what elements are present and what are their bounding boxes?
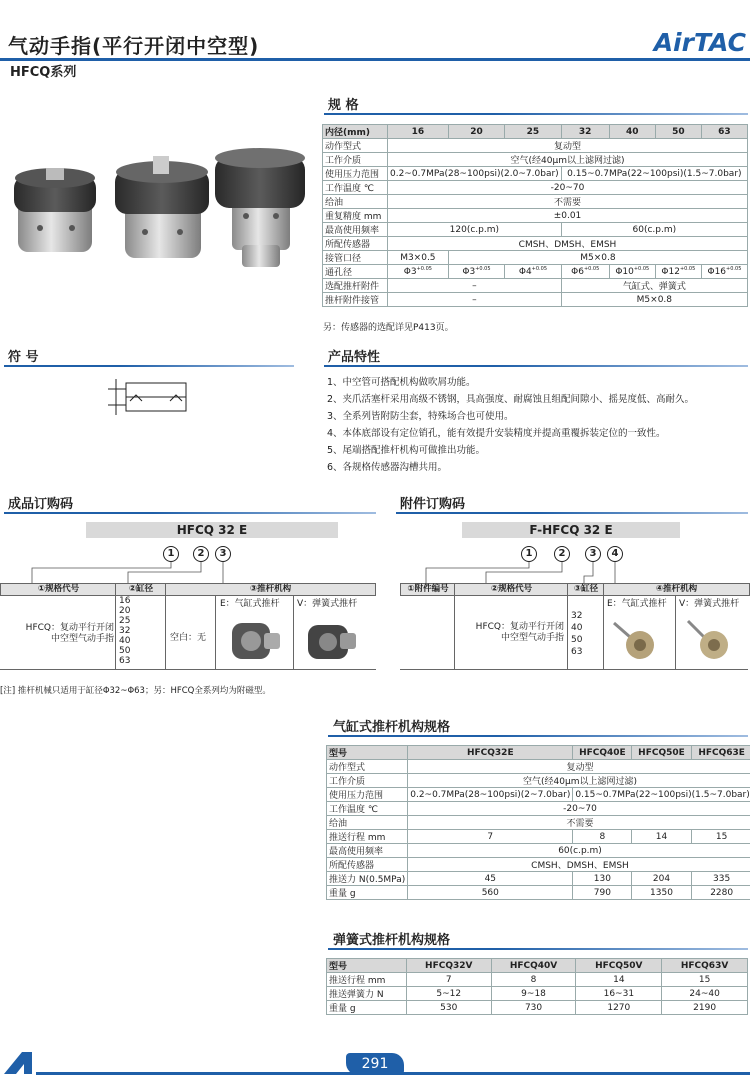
cylinder-pusher-icon xyxy=(216,609,286,665)
features-heading-line xyxy=(324,365,748,367)
table-row xyxy=(323,181,748,195)
table-row xyxy=(323,293,748,307)
acc-order-heading: 附件订购码 xyxy=(400,497,466,512)
spec-header-cell: 内径(mm) xyxy=(323,125,388,139)
table-row xyxy=(323,139,748,153)
spec-header-row xyxy=(323,125,748,139)
spec-table xyxy=(322,124,748,307)
table-row xyxy=(323,251,748,265)
order-circle-1: 1 xyxy=(163,546,179,562)
order-circle-3: 3 xyxy=(215,546,231,562)
row-label: 接管口径 xyxy=(323,251,388,265)
table-row xyxy=(323,237,748,251)
order-bore-list: 16 20 25 32 40 50 63 xyxy=(115,596,169,669)
header-cell: HFCQ40V xyxy=(491,959,576,973)
table-row xyxy=(323,167,748,181)
row-label: 动作型式 xyxy=(323,139,388,153)
cell: 复动型 xyxy=(387,139,747,153)
table-row: 重量 g 560 790 1350 2280 xyxy=(327,886,750,900)
cell: $\Phi 10^{+0.05}$ xyxy=(609,265,655,279)
order-col-header: ②缸径 xyxy=(115,583,167,596)
cyl-spec-heading-line xyxy=(328,735,748,737)
header-cell: HFCQ50V xyxy=(576,959,662,973)
cell: – xyxy=(387,293,561,307)
cell: – xyxy=(387,279,561,293)
cell: $\Phi 16^{+0.05}$ xyxy=(701,265,747,279)
cell: 气缸式、弹簧式 xyxy=(561,279,747,293)
acc-circle-3: 3 xyxy=(585,546,601,562)
table-row: 重量 g 530 730 1270 2190 xyxy=(327,1001,748,1015)
spec-heading: 规 格 xyxy=(328,98,359,113)
row-label: 工作温度 ℃ xyxy=(323,181,388,195)
row-label: 重复精度 mm xyxy=(323,209,388,223)
cell: 0.2~0.7MPa(28~100psi)(2.0~7.0bar) xyxy=(387,167,561,181)
table-row: 使用压力范围 0.2~0.7MPa(28~100psi)(2~7.0bar) 0.15~0.7MPa(22~100psi)(1.5~7.0bar) xyxy=(327,788,750,802)
acc-col-header: ④推杆机构 xyxy=(603,583,750,596)
series-name: HFCQ系列 xyxy=(10,65,77,80)
cell: $\Phi 12^{+0.05}$ xyxy=(655,265,701,279)
spec-header-cell: 32 xyxy=(561,125,609,139)
row-label: 选配推杆附件 xyxy=(323,279,388,293)
header-cell: HFCQ40E xyxy=(573,746,632,760)
cell: 空气(经40μm以上滤网过滤) xyxy=(387,153,747,167)
table-row xyxy=(323,223,748,237)
product-photo xyxy=(10,140,310,280)
table-row: 推送力 N(0.5MPa) 45 130 204 335 xyxy=(327,872,750,886)
page-title: 气动手指(平行开闭中空型) xyxy=(8,34,260,58)
table-row xyxy=(323,279,748,293)
cell: -20~70 xyxy=(387,181,747,195)
acc-opt-v: V：弹簧式推杆 xyxy=(675,596,749,669)
features-heading: 产品特性 xyxy=(328,350,381,365)
spring-pusher-icon xyxy=(294,609,364,665)
cyl-header-row xyxy=(327,746,750,760)
symbol-heading: 符 号 xyxy=(8,350,39,365)
acc-order-heading-line xyxy=(396,512,748,514)
acc-opt-e: E：气缸式推杆 xyxy=(603,596,676,669)
cell: ±0.01 xyxy=(387,209,747,223)
spec-header-cell: 20 xyxy=(448,125,504,139)
brand-mark-icon xyxy=(2,1050,36,1076)
cell: M5×0.8 xyxy=(561,293,747,307)
acc-bore-list: 32 40 50 63 xyxy=(567,596,607,669)
header-cell: 型号 xyxy=(327,746,408,760)
feature-item: 1、中空管可搭配机构做吹屑功能。 xyxy=(327,377,476,388)
spec-header-cell: 25 xyxy=(505,125,561,139)
cell: $\Phi 4^{+0.05}$ xyxy=(505,265,561,279)
cell: CMSH、DMSH、EMSH xyxy=(387,237,747,251)
brand-logo: AirTAC xyxy=(653,28,746,57)
features-list xyxy=(327,374,747,476)
acc-spec-desc: HFCQ：复动平行开闭 中空型气动手指 xyxy=(454,596,568,669)
row-label: 推杆附件接管 xyxy=(323,293,388,307)
order-table xyxy=(0,583,376,669)
table-row: 工作介质 空气(经40μm以上滤网过滤) xyxy=(327,774,750,788)
cell: $\Phi 3^{+0.05}$ xyxy=(448,265,504,279)
row-label: 所配传感器 xyxy=(323,237,388,251)
feature-item: 5、尾端搭配推杆机构可做推出功能。 xyxy=(327,445,486,456)
header-cell: HFCQ63V xyxy=(662,959,748,973)
header-cell: HFCQ32E xyxy=(408,746,573,760)
order-heading-line xyxy=(4,512,376,514)
acc-circle-2: 2 xyxy=(554,546,570,562)
table-row xyxy=(323,209,748,223)
acc-order-table xyxy=(400,583,748,669)
row-label: 使用压力范围 xyxy=(323,167,388,181)
row-label: 工作介质 xyxy=(323,153,388,167)
cell: 60(c.p.m) xyxy=(561,223,747,237)
table-row: 工作温度 ℃ -20~70 xyxy=(327,802,750,816)
feature-item: 6、各规格传感器沟槽共用。 xyxy=(327,462,448,473)
feature-item: 2、夹爪活塞杆采用高级不锈钢，具高强度、耐腐蚀且组配间隙小、摇晃度低、高耐久。 xyxy=(327,394,695,405)
acc-circle-1: 1 xyxy=(521,546,537,562)
order-spec-desc: HFCQ：复动平行开闭 中空型气动手指 xyxy=(25,623,114,644)
acc-order-code: F-HFCQ 32 E xyxy=(462,522,680,538)
header-cell: HFCQ63E xyxy=(691,746,750,760)
order-opt-v: V：弹簧式推杆 xyxy=(293,596,374,669)
header-cell: 型号 xyxy=(327,959,407,973)
table-row: 推送行程 mm 7 8 14 15 xyxy=(327,973,748,987)
spec-header-cell: 50 xyxy=(655,125,701,139)
spec-header-cell: 63 xyxy=(701,125,747,139)
order-circle-2: 2 xyxy=(193,546,209,562)
order-opt-e: E：气缸式推杆 xyxy=(215,596,294,669)
acc-col-header: ①附件编号 xyxy=(400,583,456,596)
order-heading: 成品订购码 xyxy=(8,497,74,512)
acc-col-header: ③缸径 xyxy=(567,583,605,596)
order-note: [注] 推杆机械只适用于缸径Φ32~Φ63；另：HFCQ全系列均为附磁型。 xyxy=(0,686,271,696)
table-row xyxy=(323,153,748,167)
feature-item: 3、全系列皆附防尘套，特殊场合也可使用。 xyxy=(327,411,514,422)
spring-header-row xyxy=(327,959,748,973)
cell: 0.15~0.7MPa(22~100psi)(1.5~7.0bar) xyxy=(561,167,747,181)
table-row: 最高使用频率 60(c.p.m) xyxy=(327,844,750,858)
table-row xyxy=(323,265,748,279)
spec-header-cell: 40 xyxy=(609,125,655,139)
table-row: 给油 不需要 xyxy=(327,816,750,830)
table-row: 动作型式 复动型 xyxy=(327,760,750,774)
row-label: 最高使用频率 xyxy=(323,223,388,237)
symbol-heading-line xyxy=(4,365,294,367)
cell: 不需要 xyxy=(387,195,747,209)
row-label: 通孔径 xyxy=(323,265,388,279)
cyl-spec-table xyxy=(326,745,750,900)
spring-spec-heading-line xyxy=(328,948,748,950)
header-cell: HFCQ50E xyxy=(632,746,691,760)
row-label: 给油 xyxy=(323,195,388,209)
feature-item: 4、本体底部设有定位销孔，能有效提升安装精度并提高重覆拆装定位的一致性。 xyxy=(327,428,666,439)
order-col-header: ①规格代号 xyxy=(0,583,117,596)
order-code: HFCQ 32 E xyxy=(86,522,338,538)
spring-spec-table xyxy=(326,958,748,1015)
cylinder-pusher-icon xyxy=(604,609,674,665)
order-opt-blank: 空白：无 xyxy=(165,596,216,669)
cell: M5×0.8 xyxy=(448,251,747,265)
table-row: 推送行程 mm 7 8 14 15 xyxy=(327,830,750,844)
table-row: 推送弹簧力 N 5~12 9~18 16~31 24~40 xyxy=(327,987,748,1001)
spec-heading-line xyxy=(324,113,748,115)
acc-circle-4: 4 xyxy=(607,546,623,562)
cell: $\Phi 3^{+0.05}$ xyxy=(387,265,448,279)
spring-spec-heading: 弹簧式推杆机构规格 xyxy=(333,933,451,948)
header-divider xyxy=(0,58,750,61)
table-row xyxy=(323,195,748,209)
pneumatic-symbol xyxy=(96,375,196,425)
spring-pusher-icon xyxy=(676,609,746,665)
spec-header-cell: 16 xyxy=(387,125,448,139)
cell: $\Phi 6^{+0.05}$ xyxy=(561,265,609,279)
acc-col-header: ②规格代号 xyxy=(454,583,569,596)
table-row: 所配传感器 CMSH、DMSH、EMSH xyxy=(327,858,750,872)
cell: M3×0.5 xyxy=(387,251,448,265)
header-cell: HFCQ32V xyxy=(406,959,491,973)
cell: 120(c.p.m) xyxy=(387,223,561,237)
page-number: 291 xyxy=(346,1053,404,1075)
spec-note: 另：传感器的选配详见P413页。 xyxy=(323,323,454,333)
cyl-spec-heading: 气缸式推杆机构规格 xyxy=(333,720,451,735)
order-col-header: ③推杆机构 xyxy=(165,583,376,596)
